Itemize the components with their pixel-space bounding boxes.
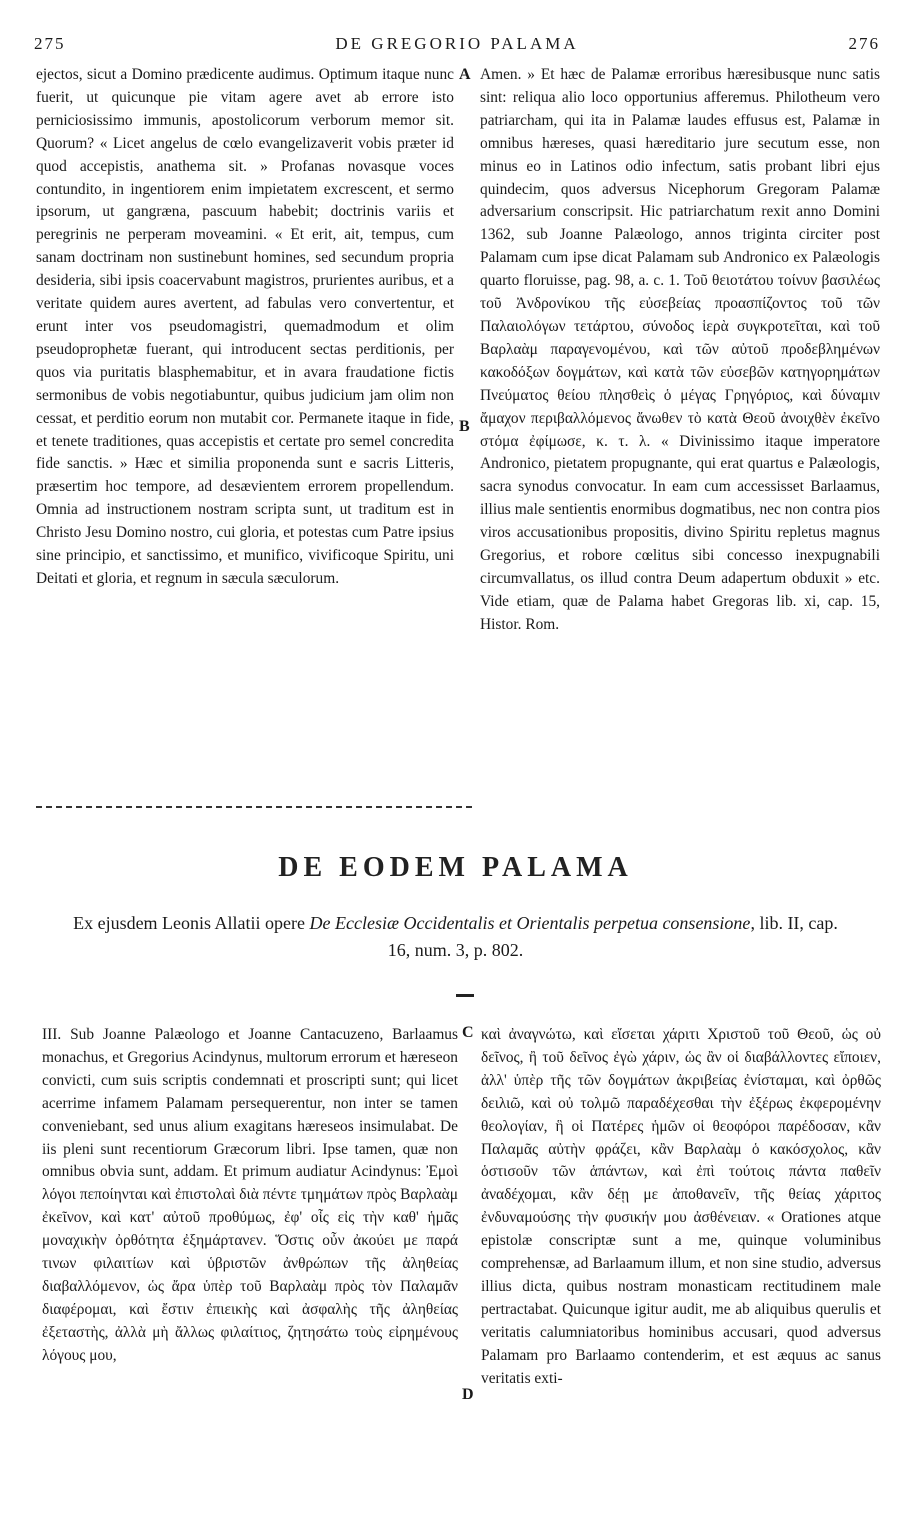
section-divider bbox=[36, 806, 472, 808]
section-title: DE EODEM PALAMA bbox=[278, 852, 633, 883]
body-text: Amen. » Et hæc de Palamæ erroribus hæresibusque nunc satis sint: reliqua alio loco opportunius afferemus. Philotheum vero patriarcham, qui ita in Palamæ laudes effusus est, Palamæ in omnibus hæreses, quasi hæreditario jure secutum esse, non minus eo in Latinos odio infectum, satis probant libri ejus quindecim, quos adversus Nicephorum Gregoram Palamæ adversarium conscripsit. Hic patriarchatum rexit anno Domini 1362, sub Joanne Palæologo, annos triginta circiter post Palamam cum ipse dicat Palamam sub Andronico ex Palæologis quarto floruisse, pag. 98, a. c. 1. Τοῦ θειοτάτου τοίνυν βασιλέως τοῦ Ἀνδρονίκου τῆς εὐσεβείας προασπίζοντος τοῦ τῶν Παλαιολόγων τετάρτου, σύνοδος ἱερὰ συγκροτεῖται, καὶ τοῦ Βαρλαὰμ παραγενομένου, καὶ τῶν αὐτοῦ προδεβλημένων κακοδόξων δογμάτων, καὶ κατὰ τῶν εὐσεβῶν κατηγορημάτων Πνεύματος θείου πλησθεὶς ὁ μέγας Γρηγόριος, καὶ δύναμιν ἄμαχον περιβαλλόμενος ἄνωθεν τὸ κατὰ Θεοῦ ἀνοιχθὲν ἐκεῖνο στόμα ἐφίμωσε, κ. τ. λ. « Divinissimo itaque imperatore Andronico, pietatem propugnante, qui erat quartus e Palæologis, sacra synodus convocatur. In eam cum accessisset Barlaamus, illius male sentientis enormibus dogmatibus, nec non contra pios viros accusationibus propositis, divino Spiritu repletus magnus Gregorius, et robore cœlitus sibi concesso inexpugnabili circumvallatus, os illud contra Deum adapertum obduxit » etc. Vide etiam, quæ de Palama habet Gregoras lib. xi, cap. 15, Histor. Rom. bbox=[480, 66, 880, 633]
body-text: καὶ ἀναγνώτω, καὶ εἴσεται χάριτι Χριστοῦ τοῦ Θεοῦ, ὡς οὐ δεῖνος, ἢ τοῦ δεῖνος ἐγὼ χάριν, ὡς ἂν οἱ διαβάλλοντες εἴποιεν, ἀλλ' ὑπὲρ τῆς τῶν δογμάτων ἀκριβείας ἐνίσταμαι, καὶ ὀρθῶς δειλιῶ, καὶ οὐ τολμῶ παραδέχεσθαι τὴν ἐξέρως ἐκφερομένην θεολογίαν, ἣ οἱ Πατέρες ἡμῶν οἱ θεοφόροι παρέδοσαν, κἂν Παλαμᾶς αὐτὴν φράζει, κἂν Βαρλαὰμ ὁ κακόσχολος, κἂν ὁστισοῦν τῶν ἁπάντων, καὶ ἐπὶ τούτοις πάντα παθεῖν ἀναδέχομαι, κἂν δέῃ με ἀποθανεῖν, τῆς θείας χάριτος ἐνδυναμούσης τὴν φυσικήν μου ἀσθένειαν. « Orationes atque epistolæ conscriptæ sunt a me, quinque voluminibus comprehensæ, ad Barlaamum illum, et non sine studio, adversus illius dicta, quibus nostram monasticam rectitudinem male pertractabat. Quicunque igitur audit, me ab aliquibus querulis et veritatis calumniatoribus hominibus accusari, quod adversus Palamam pro Barlaamo contenderim, et est æquus ac sanus veritatis exti- bbox=[481, 1026, 881, 1387]
subtitle-prefix: Ex ejusdem Leonis Allatii opere bbox=[73, 913, 310, 933]
margin-marker-d: D bbox=[462, 1386, 474, 1403]
section-subtitle bbox=[60, 910, 851, 964]
running-title: DE GREGORIO PALAMA bbox=[335, 34, 579, 53]
column-left-top bbox=[36, 64, 454, 774]
page-number-right: 276 bbox=[848, 34, 880, 53]
running-header bbox=[34, 34, 880, 58]
margin-marker-b: B bbox=[459, 418, 470, 435]
body-text: III. Sub Joanne Palæologo et Joanne Cantacuzeno, Barlaamus monachus, et Gregorius Acindynus, multorum errorum et hæreseon convicti, cum suis scriptis condemnati et proscripti sunt; qui licet acerrime infamem Palamam persequerentur, non inter se tamen conveniebant, sed unus alium exagitans hæreseos insimulabat. De iis pleni sunt recentiorum Græcorum libri. Ipse tamen, quæ non omnibus obvia sunt, addam. Et primum audiatur Acindynus: Ἐμοὶ λόγοι πεποίηνται καὶ ἐπιστολαὶ διὰ πέντε τμημάτων πρὸς Βαρλαὰμ ἐκεῖνον, καὶ κατ' αὐτοῦ προθύμως, ἐφ' οἷς εἰς τὴν καθ' ἡμᾶς μοναχικὴν ὀρθότητα ἐξημάρτανεν. Ὅστις οὖν ἀκούει με παρά τινων φιλαιτίων καὶ ὑβριστῶν ἀνθρώπων τῆς ἀληθείας διαβαλλόμενον, ὡς ἄρα ὑπὲρ τοῦ Βαρλαὰμ πρὸς τὸν Παλαμᾶν διαφέρομαι, καὶ ἔστιν ἐπιεικὴς καὶ ἀσφαλὴς τῆς ἀληθείας ἐξεταστὴς, ἀλλὰ μὴ ἄλλως φιλαίτιος, ζητησάτω τοὺς εἰρημένους λόγους μου, bbox=[42, 1026, 458, 1364]
column-left-bottom bbox=[42, 1024, 458, 1524]
page-number-left: 275 bbox=[34, 34, 66, 53]
margin-marker-c: C bbox=[462, 1024, 474, 1041]
short-divider bbox=[456, 994, 474, 997]
subtitle-reference: , lib. II, cap. 16, num. 3, p. 802. bbox=[387, 913, 838, 960]
column-right-bottom bbox=[481, 1024, 881, 1524]
margin-marker-a: A bbox=[459, 66, 471, 83]
column-right-top bbox=[480, 64, 880, 774]
body-text: ejectos, sicut a Domino prædicente audimus. Optimum itaque nunc fuerit, ut quicunque pie vitam agere avet ab errore isto perniciosissimo immunis, apostolicorum verborum memor sit. Quorum? « Licet angelus de cœlo evangelizaverit vobis præter id quod accepistis, anathema sit. » Profanas novasque voces contundito, in ingentiorem enim impietatem excrescent, et sermo ipsorum, ut gangræna, pascuum habebit; doctrinis variis et peregrinis ne perperam moveamini. « Et erit, ait, tempus, cum sanam doctrinam non sustinebunt homines, sed secundum propria desideria, sibi ipsis coacervabunt magistros, prurientes auribus, et a veritate quidem aures avertent, ad fabulas vero convertentur, et erunt inter vos pseudomagistri, quemadmodum et olim pseudoprophetæ fuerant, qui introducent sectas perditionis, per quos via puritatis blasphemabitur, et in avara fraudatione fictis sermonibus de vobis negotiabuntur, quibus judicium jam olim non cessat, et perditio eorum non mutabit cor. Permanete itaque in fide, et tenete traditiones, quas accepistis et certate pro semel concredita fide sanctis. » Hæc et similia proponenda sunt e sacris Litteris, præsertim hoc tempore, ad desævientem errorem propellendum. Omnia ad instructionem nostram scripta sunt, ut traditum est in Christo Jesu Domino nostro, cui gloria, et potestas cum Patre ipsius sine principio, et sanctissimo, et munifico, vivificoque Spiritu, uni Deitati et gloria, et regnum in sæcula sæculorum. bbox=[36, 66, 454, 587]
subtitle-work-title: De Ecclesiæ Occidentalis et Orientalis perpetua consensione bbox=[309, 913, 751, 933]
